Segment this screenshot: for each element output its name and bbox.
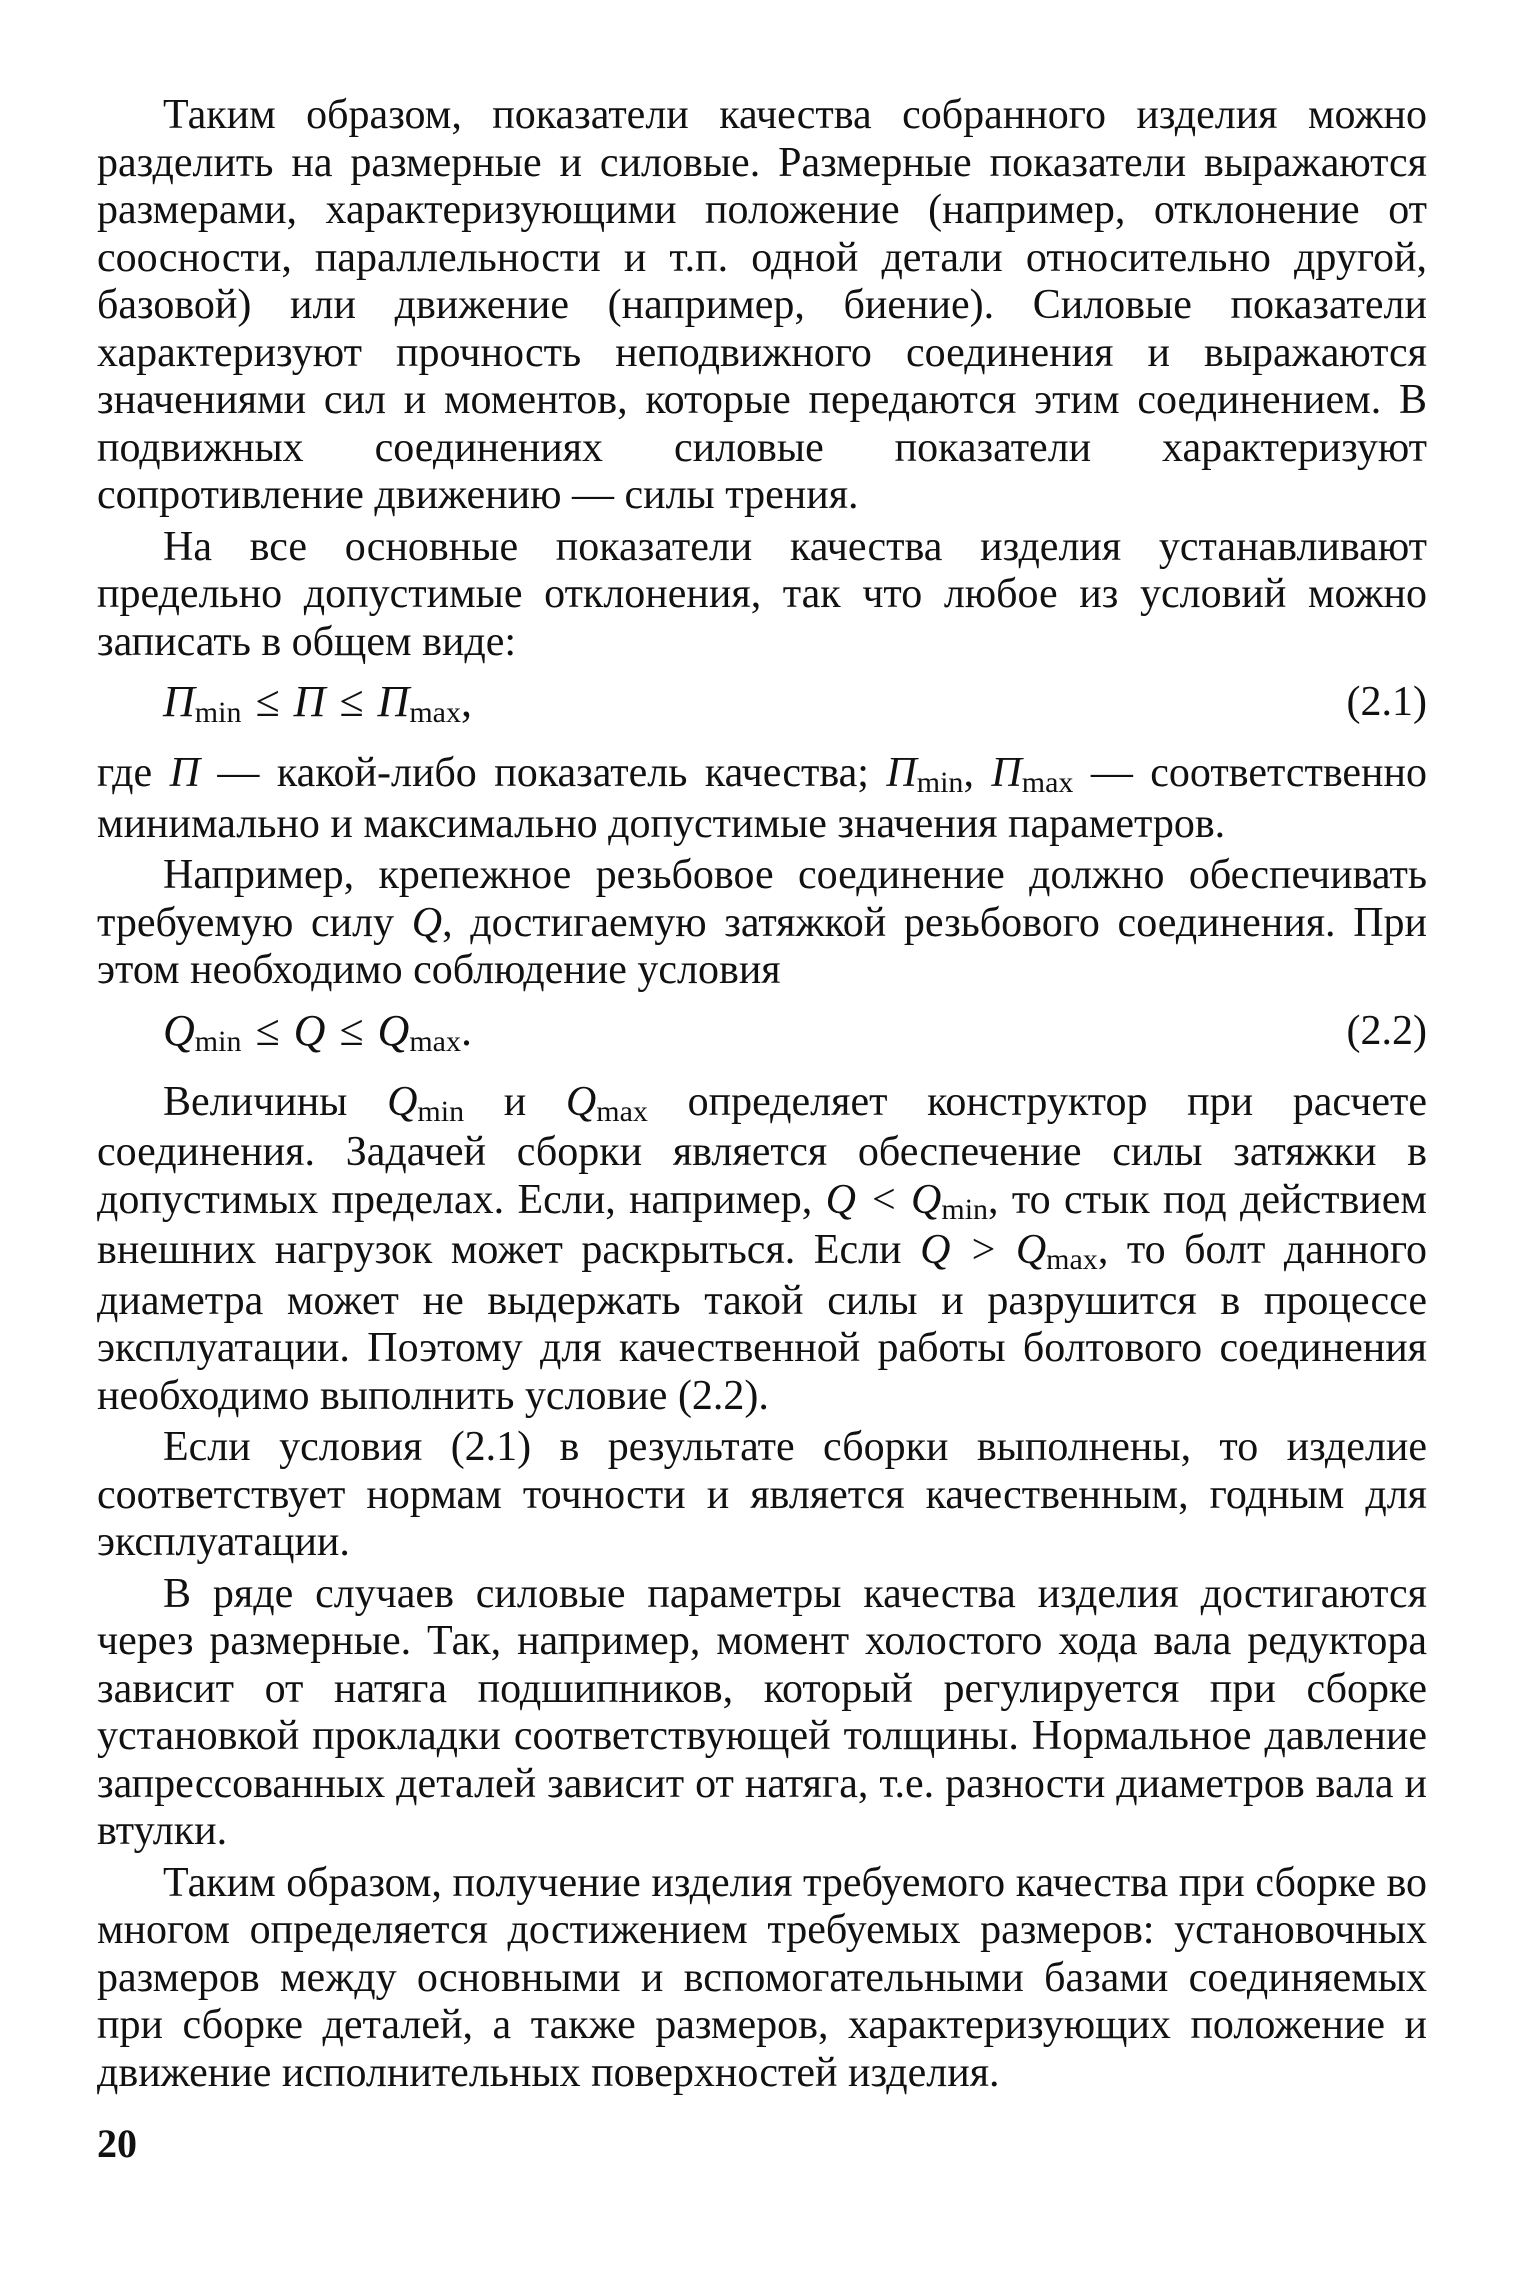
formula-operator: ≤: [255, 1005, 280, 1055]
text-var: Q: [387, 1078, 418, 1125]
paragraph-1: Таким образом, показатели качества собранного изделия можно разделить на размерные и силовые. Размерные показатели выражаются размерами, характеризующими положение (например, отклонение от соосности, параллельности и т.п. одной детали относительно другой, базовой) или движение (например, биение). Силовые показатели характеризуют прочность неподвижного соединения и выражаются значениями сил и моментов, которые передаются этим соединением. В подвижных соединениях силовые показатели характеризуют сопротивление движению — силы трения.: [97, 92, 1427, 518]
text-sub: min: [941, 1192, 989, 1226]
formula-var: Q: [377, 1005, 410, 1055]
equation-number-2-1: (2.1): [1346, 679, 1427, 725]
equation-number-2-2: (2.2): [1346, 1007, 1427, 1054]
text-run: и: [464, 1078, 566, 1125]
text-run: , то стык под действием внешних нагрузок может раскрыться. Если: [97, 1176, 1427, 1273]
text-run: — какой-либо показатель качества;: [199, 750, 887, 796]
text-run: — соответственно минимально и максимально допустимые значения параметров.: [97, 750, 1428, 847]
formula-var: П: [293, 677, 326, 726]
page-body: [97, 92, 1427, 2101]
text-run: Например, крепежное резьбовое соединение должно обеспечивать требуемую силу: [97, 852, 1427, 946]
formula-var: П: [163, 677, 195, 726]
paragraph-2: На все основные показатели качества изделия устанавливают предельно допустимые отклонения, так что любое из условий можно записать в общем виде:: [97, 523, 1427, 665]
text-sub: max: [1046, 1243, 1098, 1276]
text-sub: max: [1021, 766, 1074, 799]
text-var: П: [886, 750, 917, 796]
text-run: определяет конструктор при расчете соединения. Задачей сборки является обеспечение силы затяжки в допустимых пределах. Если, например,: [97, 1078, 1427, 1223]
paragraph-5: [97, 1079, 1427, 1421]
formula-trail: ,: [460, 677, 472, 726]
text-var: Q: [565, 1078, 597, 1125]
text-var: Q < Q: [825, 1176, 942, 1223]
paragraph-8: Таким образом, получение изделия требуемого качества при сборке во многом определяется достижением требуемых размеров: установочных размеров между основными и вспомогательными базами соединяемых при сборке деталей, а также размеров, характеризующих положение и движение исполнительных поверхностей изделия.: [97, 1859, 1427, 2096]
formula-operator: ≤: [339, 677, 364, 726]
text-var: Q: [411, 899, 443, 946]
formula-var: Q: [293, 1005, 326, 1055]
formula-2-2-expression: [163, 1005, 472, 1056]
formula-operator: ≤: [339, 1005, 364, 1055]
formula-2-1: [97, 670, 1427, 748]
text-run: , достигаемую затяжкой резьбового соединения. При этом необходимо соблюдение условия: [97, 899, 1427, 993]
paragraph-6: Если условия (2.1) в результате сборки выполнены, то изделие соответствует нормам точности и является качественным, годным для эксплуатации.: [97, 1424, 1427, 1565]
text-sub: min: [916, 766, 964, 799]
text-sub: max: [596, 1094, 648, 1128]
formula-trail: .: [460, 1005, 472, 1055]
text-run: где: [97, 750, 170, 796]
text-run: , то болт данного диаметра может не выдержать такой силы и разрушится в процессе эксплуатации. Поэтому для качественной работы болтового соединения необходимо выполнить условие (2.2).: [97, 1227, 1427, 1419]
formula-sub: min: [194, 696, 242, 729]
paragraph-3: [97, 750, 1427, 848]
paragraph-4: [97, 852, 1427, 995]
formula-sub: max: [409, 1024, 461, 1058]
text-run: Величины: [163, 1078, 388, 1125]
formula-2-1-expression: [163, 676, 472, 727]
formula-2-2: [97, 999, 1427, 1077]
text-sub: min: [417, 1094, 465, 1128]
page-number: 20: [97, 2121, 137, 2166]
text-var: П: [991, 750, 1022, 796]
paragraph-7: В ряде случаев силовые параметры качества изделия достигаются через размерные. Так, например, момент холостого хода вала редуктора зависит от натяга подшипников, который регулируется при сборке установкой прокладки соответствующей толщины. Нормальное давление запрессованных деталей зависит от натяга, т.е. разности диаметров вала и втулки.: [97, 1570, 1427, 1854]
formula-sub: max: [409, 696, 461, 729]
text-var: Q > Q: [920, 1227, 1047, 1273]
formula-var: Q: [163, 1005, 195, 1055]
formula-operator: ≤: [255, 677, 280, 726]
text-run: ,: [963, 750, 992, 796]
formula-var: П: [377, 677, 410, 726]
text-var: П: [169, 750, 200, 796]
formula-sub: min: [194, 1024, 242, 1058]
